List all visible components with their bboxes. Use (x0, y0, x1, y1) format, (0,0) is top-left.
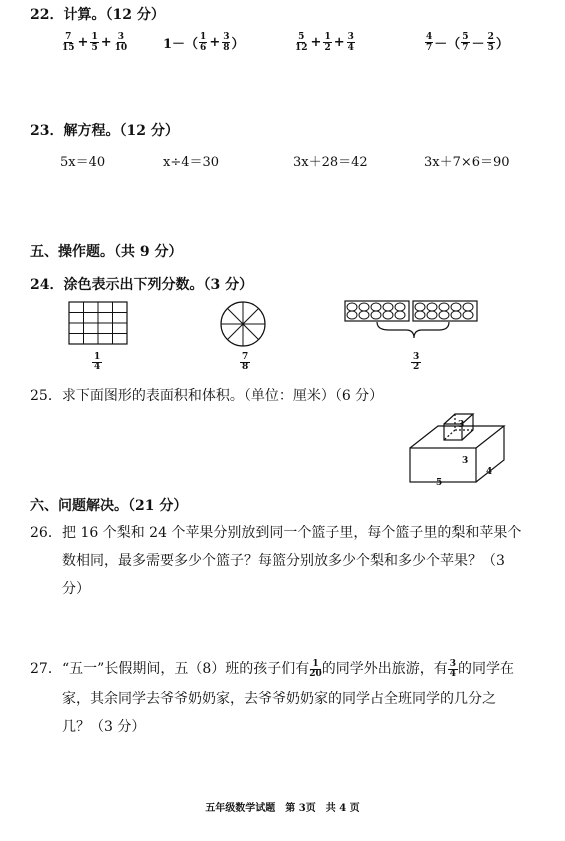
operator: + (209, 35, 221, 50)
operator: － (471, 37, 485, 52)
expr-close: ） (495, 37, 509, 52)
length-dim-label: 5 (436, 478, 443, 488)
equation-3: 3x＋28＝42 (293, 155, 368, 170)
q27-line-1 (62, 655, 514, 683)
cube-dim-label: 3 (458, 420, 465, 430)
fraction: $\frac{2}{5}$ (487, 32, 494, 53)
expr-lead: －（ (434, 37, 461, 52)
fraction: $\frac{1}{5}$ (91, 32, 98, 53)
q27-text-b: 的同学外出旅游，有 (321, 661, 448, 677)
q27-line-3: 几？（3 分） (62, 719, 146, 735)
q26-line-2: 数相同，最多需要多少个篮子？每篮分别放多少个梨和多少个苹果？（3 (62, 553, 505, 569)
q27-text-c: 的同学在 (458, 661, 515, 677)
expr-lead: 1－（ (163, 37, 199, 52)
equation-4: 3x＋7×6＝90 (424, 155, 510, 170)
q22-expr-3 (293, 32, 356, 53)
fraction-3-2: $\frac{3}{2}$ (413, 352, 420, 372)
grid-shape (68, 301, 128, 345)
q22-expr-1 (60, 32, 129, 53)
expr-close: ） (231, 37, 245, 52)
width-dim-label: 4 (486, 467, 493, 477)
operator: + (333, 35, 345, 50)
cuboid-figure (406, 406, 516, 486)
q24-title: 24．涂色表示出下列分数。（3 分） (30, 277, 254, 293)
operator: + (77, 35, 89, 50)
fraction-1-4: $\frac{1}{4}$ (94, 352, 101, 372)
circle-shape (219, 300, 267, 348)
section-6-title: 六、问题解决。（21 分） (30, 498, 188, 514)
page-footer: 五年级数学试题 第 3页 共 4 页 (205, 803, 360, 814)
q26-line-3: 分） (62, 581, 90, 597)
fraction: $\frac{3}{10}$ (114, 32, 128, 53)
q25-title: 25．求下面图形的表面积和体积。（单位：厘米）（6 分） (30, 388, 384, 404)
q22-expr-2 (163, 32, 245, 53)
q27-text-a: “五一”长假期间，五（8）班的孩子们有 (62, 661, 310, 677)
fraction-7-8: $\frac{7}{8}$ (242, 352, 249, 372)
ovals-shape (344, 300, 480, 346)
height-dim-label: 3 (462, 456, 469, 466)
fraction: $\frac{5}{7}$ (462, 32, 469, 53)
q22-title: 22．计算。（12 分） (30, 7, 165, 23)
q26-number: 26． (30, 525, 62, 541)
equation-2: x÷4＝30 (163, 155, 220, 170)
fraction: $\frac{1}{2}$ (324, 32, 331, 53)
fraction: $\frac{3}{8}$ (223, 32, 230, 53)
fraction: $\frac{7}{15}$ (62, 32, 75, 53)
q27-line-2: 家，其余同学去爷爷奶奶家，去爷爷奶奶家的同学占全班同学的几分之 (62, 691, 496, 707)
fraction: $\frac{1}{6}$ (200, 32, 207, 53)
operator: + (100, 35, 112, 50)
section-5-title: 五、操作题。（共 9 分） (30, 244, 183, 260)
q26-line-1: 把 16 个梨和 24 个苹果分别放到同一个篮子里，每个篮子里的梨和苹果个 (62, 525, 522, 541)
fraction: $\frac{4}{7}$ (426, 32, 433, 53)
operator: + (310, 35, 322, 50)
q27-number: 27． (30, 661, 62, 677)
q23-title: 23．解方程。（12 分） (30, 123, 179, 139)
fraction-1-20: $\frac{1}{20}$ (309, 658, 322, 679)
q22-expr-4 (424, 32, 509, 53)
equation-1: 5x＝40 (60, 155, 106, 170)
fraction: $\frac{3}{4}$ (347, 32, 354, 53)
fraction-3-4: $\frac{3}{4}$ (449, 658, 457, 679)
fraction: $\frac{5}{12}$ (295, 32, 308, 53)
